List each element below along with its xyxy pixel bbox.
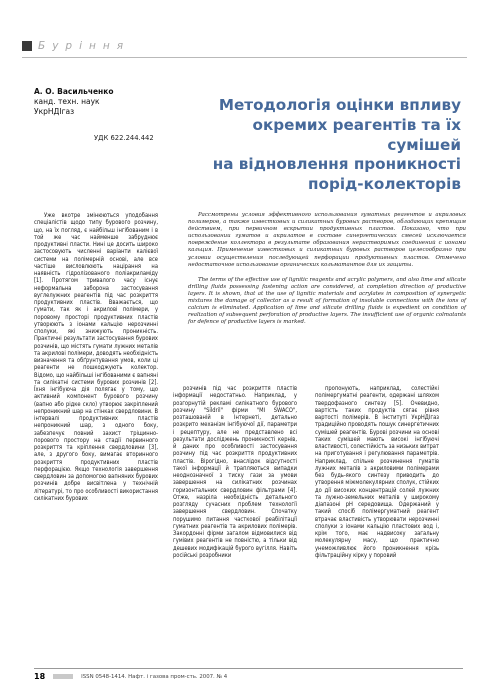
- author-name: А. О. Васильченко: [34, 87, 114, 96]
- body-text: Уже вкотре змінюються уподобання спеціалістів щодо типу бурового розчину, що, на їх погляд, є найбільш інгібованим і в той же час найменше забруднює продуктивні пласти. Нині це досить широко застосовують численні варіанти калієвої системи на полімерній основі, але все частіше висловлюють націрання на наявність гідролізованого поліакриламіду [1]. Протягом тривалого часу існує неформальна заборона застосування вуглелужних реагентів під час розкриття продуктивних пластів. Вважається, що гумати, так як і акрилові полімери, у поровому просторі продуктивних пластів утворюють з іонами кальцію нерозчинні сполуки, які знижують проникність. Практичні результати застосування бурових розчинів, що містять гумати лужних металів та акрилові полімери, доводять необхідність визначення та обґрунтування умов, коли ці реагенти не пошкоджують колектор. Відомо, що найбільші інгібованими є вапняні та силікатні системи бурових розчинів [2]. Їхня інгібуюча дія полягає у тому, що активний компонент бурового розчину (вапно або рідке скло) утворює закріплений непроникний шар на стінках свердловини. В інтервалі продуктивних пластів непроникний шар, з одного боку, забезпечує повний захист тріщинно-порового простору на стадії первинного розкриття та кріплення свердловини [3], але, з другого боку, вимагає вторинного розкриття продуктивних пластів перфорацією. Якщо технологія завершення свердловин за допомогою вапняних бурових розчинів добре висвітлена у технічній літературі, то про особливості використання силікатних бурових: [34, 213, 158, 502]
- section-square-icon: [22, 41, 32, 51]
- footer-divider: [34, 668, 463, 669]
- article-title: [191, 96, 461, 195]
- body-column-3: [315, 386, 439, 560]
- author-block: [34, 87, 113, 116]
- body-column-2: [173, 386, 297, 560]
- body-text: пропонують, наприклад, солестійкі полімергуматні реагенти, одержані шляхом твердофазного синтезу [5]. Очевидно, вартість таких продуктів сягає рівня вартості полімерів. В інституті УкрНДIгаз традиційно проводять пошук синергетичних сумішей реагентів. Бурові розчини на основі таких сумішей мають високі інгібуючі властивості, солестійкість за низьких витрат на приготування і регулювання параметрів. Наприклад, спільне розчинення гуматів лужних металів з акриловими полімерами без будь-якого синтезу приводить до утворення міжмолекулярних сполук, стійких до дії високих концентрацій солей лужних та лужно-земельних металів у широкому діапазоні рН середовища. Одержаний у такий спосіб полімергуматний реагент втрачає властивість утворювати нерозчинні сполуки з іонами кальцію пластових вод і, крім того, має надвисоку загальну молекулярну масу, що практично унеможливлює його проникнення крізь фільтраційну кірку у поровий: [315, 386, 439, 559]
- journal-citation: ISSN 0548-1414. Нафт. і газова пром-сть. 2007. № 4: [81, 673, 228, 680]
- body-column-1: [34, 213, 158, 503]
- abstract-ru: Рассмотрены условия эффективного использования гуматных реагентов и акриловых полимеров, а также известковых и силикатных буровых растворов, обладающих крепящим действием, при первичном вскрытии продуктивных пластов. Показано, что при использовании гуматов и акрилатов в составе синергетических смесей исключается повреждение коллектора в результате образования нерастворимых соединений с ионами кальция. Применение известковых и силикатных буровых растворов целесообразно при условии осуществления последующей перфорации продуктивных пластов. Отмечено недостаточное использование органических кольматантов для их защиты.: [188, 212, 466, 268]
- page-footer: [34, 672, 227, 681]
- section-divider: [22, 57, 467, 58]
- title-line: порід-колекторів: [308, 175, 461, 194]
- title-line: окремих реагентів та їх сумішей: [252, 115, 461, 154]
- title-line: на відновлення проникності: [212, 155, 461, 174]
- footer-mark: [53, 674, 73, 679]
- title-line: Методологія оцінки впливу: [218, 96, 461, 114]
- section-name: Бурiння: [38, 40, 131, 52]
- section-header: [22, 40, 130, 52]
- body-text: розчинів під час розкриття пластів інформації недостатньо. Наприклад, у розгорнутій рекламі силікатного бурового розчину "Sildril" фірми "MI SWACO", розташованій в Інтернеті, детально розкрито механізм інгібуючої дії, параметри і рецептуру, але не представлено всі результати досліджень проникності кернів, й даних про особливості застосування розчину під час розкриття продуктивних пластів. Вірогідно, внаслідок відсутності такої інформації й трапляються випадки неоднозначної з тиску гази за умови завершення на силікатних розчинах горизонтальних свердловин фільтрами [4]. Отже, назріла необхідність детального розгляду сучасних проблем технології завершення свердловин. Спочатку порушимо питання часткової реабілітації гуматних реагентів та акрилових полімерів. Закордонні фірми загалом відмовилися від гумівих реагентів не повністю, а тільки від дешевих модифікацій бурого вугілля. Навіть російські розробники: [173, 386, 297, 559]
- author-org: УкрНДIгаз: [34, 106, 75, 116]
- abstract-en: The terms of the effective use of lignitic reagents and acrylic polymers, and also lime and silicate drilling fluids possessing fastening action are considered, at completion direction of productive layers. It is shown, that at the use of lignitic materials and acrylates in composition of synergetic mixtures the damage of collector as a result of formation of insoluble connections with the ions of calcium is eliminated. Application of lime and silicate drilling fluids is expedient on condition of realization of subsequent perforation of productive layers. The insufficient use of organic colmatants for defence of productive layers is marked.: [188, 276, 466, 326]
- author-degree: канд. техн. наук: [34, 96, 100, 106]
- page-number: 18: [34, 672, 46, 681]
- abstract: [188, 212, 466, 334]
- udc-code: УДК 622.244.442: [94, 134, 154, 142]
